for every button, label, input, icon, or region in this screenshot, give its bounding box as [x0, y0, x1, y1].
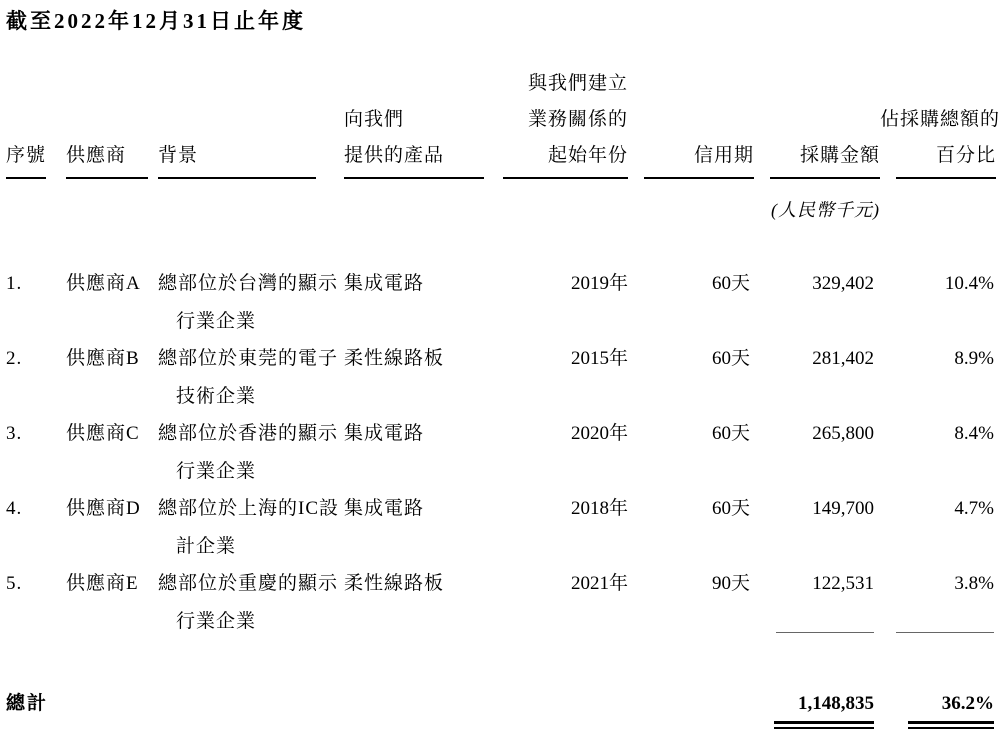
row-no: 4.: [6, 498, 23, 519]
row-product: 集成電路: [344, 423, 425, 444]
row-start-year: 2020年: [570, 423, 628, 444]
row-background-line2: 技術企業: [176, 385, 257, 407]
header-no: [6, 138, 66, 179]
row-background-line2: 計企業: [176, 535, 237, 557]
row-background-line1: 總部位於重慶的顯示: [158, 573, 339, 594]
row-background-line2: 行業企業: [176, 610, 257, 632]
table-header: [6, 66, 1000, 179]
header-underline: [770, 177, 880, 179]
header-start-year-line1: 與我們建立: [527, 73, 628, 94]
total-label: 總計: [6, 693, 49, 714]
header-underline: [503, 177, 628, 179]
row-credit-period: 60天: [711, 348, 750, 369]
row-percentage: 8.9%: [954, 348, 994, 369]
total-percentage: 36.2%: [941, 693, 994, 714]
header-credit-period: [628, 138, 754, 179]
row-percentage: 4.7%: [954, 498, 994, 519]
header-underline: [66, 177, 148, 179]
header-background-label: 背景: [158, 145, 199, 166]
table-row: [6, 265, 996, 340]
row-no: 5.: [6, 573, 23, 594]
row-percentage: 8.4%: [954, 423, 994, 444]
row-supplier: 供應商A: [66, 273, 141, 294]
row-background-line1: 總部位於台灣的顯示: [158, 273, 339, 294]
table-row: [6, 565, 996, 640]
row-purchase-amount: 329,402: [812, 273, 874, 294]
percentage-subtotal-rule: [896, 632, 994, 633]
table-row: [6, 340, 996, 415]
row-product: 集成電路: [344, 498, 425, 519]
header-underline: [158, 177, 316, 179]
header-amount-label: 採購金額: [799, 145, 880, 166]
header-supplier-label: 供應商: [66, 145, 127, 166]
amount-subtotal-rule: [776, 632, 874, 633]
header-underline: [6, 177, 46, 179]
header-credit-label: 信用期: [693, 145, 754, 166]
header-product-line1: 向我們: [344, 109, 405, 130]
row-percentage: 3.8%: [954, 573, 994, 594]
row-product: 柔性線路板: [344, 573, 445, 594]
header-underline: [344, 177, 484, 179]
row-start-year: 2021年: [570, 573, 628, 594]
header-start-year-line2: 業務關係的: [527, 109, 628, 130]
row-background: [158, 565, 344, 640]
row-credit-period: 60天: [711, 498, 750, 519]
row-percentage: 10.4%: [944, 273, 994, 294]
row-purchase-amount: 149,700: [812, 498, 874, 519]
row-credit-period: 60天: [711, 273, 750, 294]
header-no-label: 序號: [6, 145, 47, 166]
header-start-year-line3: 起始年份: [547, 145, 628, 166]
total-row: [6, 692, 996, 716]
row-purchase-amount: 265,800: [812, 423, 874, 444]
table-row: [6, 490, 996, 565]
header-start-year: [497, 66, 628, 179]
row-background: [158, 265, 344, 340]
table-row: [6, 415, 996, 490]
total-double-rules: [6, 721, 996, 729]
row-background: [158, 490, 344, 565]
row-background-line1: 總部位於東莞的電子: [158, 348, 339, 369]
row-background-line2: 行業企業: [176, 310, 257, 332]
header-product-line2: 提供的產品: [344, 145, 445, 166]
row-supplier: 供應商C: [66, 423, 140, 444]
row-start-year: 2019年: [570, 273, 628, 294]
row-credit-period: 90天: [711, 573, 750, 594]
header-underline: [644, 177, 754, 179]
row-start-year: 2015年: [570, 348, 628, 369]
row-background-line2: 行業企業: [176, 460, 257, 482]
row-purchase-amount: 122,531: [812, 573, 874, 594]
header-product: [344, 102, 497, 179]
total-purchase-amount: 1,148,835: [798, 693, 874, 714]
table-body: [6, 265, 996, 640]
row-credit-period: 60天: [711, 423, 750, 444]
row-supplier: 供應商B: [66, 348, 140, 369]
row-product: 集成電路: [344, 273, 425, 294]
row-no: 2.: [6, 348, 23, 369]
row-start-year: 2018年: [570, 498, 628, 519]
header-supplier: [66, 138, 158, 179]
unit-note-row: [6, 198, 996, 222]
row-supplier: 供應商E: [66, 573, 139, 594]
row-purchase-amount: 281,402: [812, 348, 874, 369]
header-underline: [896, 177, 996, 179]
row-background: [158, 340, 344, 415]
row-background-line1: 總部位於香港的顯示: [158, 423, 339, 444]
row-no: 3.: [6, 423, 23, 444]
row-product: 柔性線路板: [344, 348, 445, 369]
header-percentage: [880, 102, 1000, 179]
row-background: [158, 415, 344, 490]
amount-double-rule: [774, 721, 874, 729]
header-purchase-amount: [754, 138, 880, 179]
header-pct-line1: 佔採購總額的: [880, 109, 1000, 130]
header-pct-line2: 百分比: [935, 145, 996, 166]
row-no: 1.: [6, 273, 23, 294]
row-supplier: 供應商D: [66, 498, 141, 519]
row-background-line1: 總部位於上海的IC設: [158, 498, 340, 519]
percentage-double-rule: [908, 721, 994, 729]
header-background: [158, 138, 344, 179]
currency-unit-note: (人民幣千元): [771, 200, 880, 220]
page-title: 截至2022年12月31日止年度: [6, 9, 306, 33]
